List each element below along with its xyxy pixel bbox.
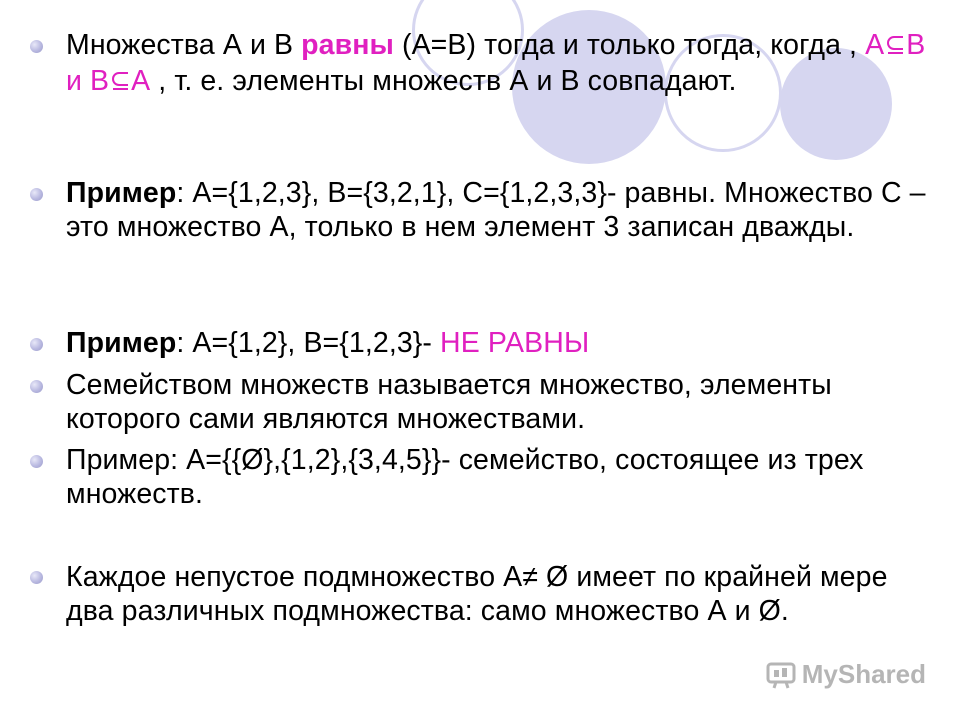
bullet-icon: [30, 455, 43, 468]
paragraph-example-equal: [66, 176, 926, 244]
bullet-icon: [30, 188, 43, 201]
paragraph-family-example: [66, 443, 926, 511]
watermark: [766, 659, 926, 690]
bullet-icon: [30, 40, 43, 53]
subset-icon: [885, 30, 905, 64]
paragraph-family-definition: [66, 368, 926, 436]
text: Множества А и В: [66, 29, 302, 61]
text: Каждое непустое подмножество А≠ Ø имеет по крайней мере два различных подмножества: само множество А и Ø.: [66, 561, 888, 627]
example-label: Пример: [66, 177, 177, 209]
paragraph-example-not-equal: [66, 326, 926, 360]
bullet-icon: [30, 571, 43, 584]
text: (А=В) тогда и только тогда, когда ,: [393, 29, 866, 61]
text: Семейством множеств называется множество, элементы которого сами являются множествами.: [66, 369, 832, 435]
highlight-text: равны: [301, 29, 394, 61]
paragraph-equal-sets: [66, 28, 926, 100]
text: : А={1,2,3}, В={3,2,1}, С={1,2,3,3}- равны. Множество С – это множество А, только в нем элемент 3 записан дважды.: [66, 177, 926, 243]
highlight-text: НЕ РАВНЫ: [440, 327, 590, 359]
myshared-logo-icon: [766, 660, 796, 690]
text: Пример: А={{Ø},{1,2},{3,4,5}}- семейство, состоящее из трех множеств.: [66, 444, 864, 510]
highlight-text: А: [131, 65, 151, 97]
highlight-text: В и В: [66, 29, 926, 97]
watermark-text: MyShared: [801, 659, 926, 689]
text: : А={1,2}, В={1,2,3}-: [176, 327, 441, 359]
example-label: Пример: [66, 327, 177, 359]
highlight-text: А: [865, 29, 885, 61]
bullet-icon: [30, 380, 43, 393]
bullet-icon: [30, 338, 43, 351]
subset-icon: [110, 66, 130, 100]
text: , т. е. элементы множеств А и В совпадают.: [150, 65, 737, 97]
paragraph-subsets: [66, 560, 926, 628]
